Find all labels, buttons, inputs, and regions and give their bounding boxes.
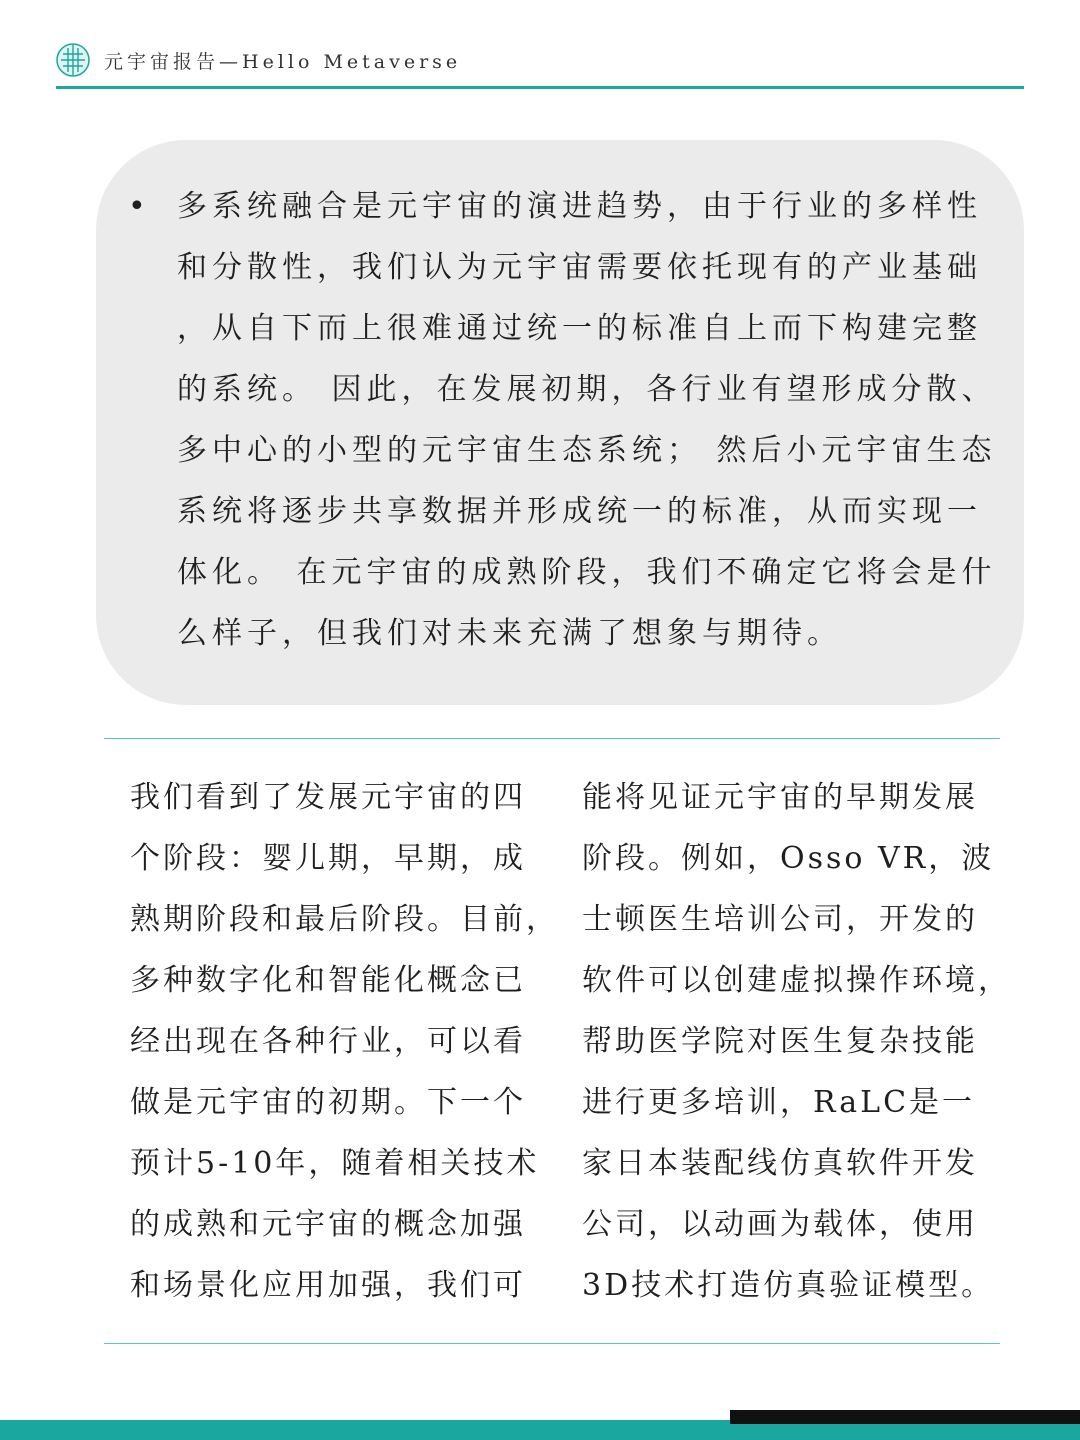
body-column-right <box>582 767 1011 1316</box>
highlight-line: 多中心的小型的元宇宙生态系统； 然后小元宇宙生态 <box>177 433 997 468</box>
header-rule <box>56 86 1024 89</box>
globe-grid-icon <box>56 43 90 77</box>
highlight-line: 的系统。 因此，在发展初期，各行业有望形成分散、 <box>177 372 997 407</box>
highlight-line: ，从自下而上很难通过统一的标准自上而下构建完整 <box>177 311 982 346</box>
body-line: 的成熟和元宇宙的概念加强 <box>130 1207 526 1242</box>
body-line: 士顿医生培训公司，开发的 <box>582 902 978 937</box>
body-line: 我们看到了发展元宇宙的四 <box>130 780 526 815</box>
body-line: 家日本装配线仿真软件开发 <box>582 1146 978 1181</box>
body-line: 公司，以动画为载体，使用 <box>582 1207 978 1242</box>
section-divider <box>104 1343 1000 1344</box>
body-line: 多种数字化和智能化概念已 <box>130 963 526 998</box>
body-line: 能将见证元宇宙的早期发展 <box>582 780 978 815</box>
body-line: 帮助医学院对医生复杂技能 <box>582 1024 978 1059</box>
body-line: 进行更多培训，RaLC是一 <box>582 1085 976 1120</box>
body-line: 个阶段：婴儿期，早期，成 <box>130 841 526 876</box>
section-divider <box>104 738 1000 739</box>
bullet-marker: • <box>128 189 146 224</box>
highlight-line: 和分散性，我们认为元宇宙需要依托现有的产业基础 <box>177 250 982 285</box>
body-line: 做是元宇宙的初期。下一个 <box>130 1085 526 1120</box>
highlight-line: 多系统融合是元宇宙的演进趋势，由于行业的多样性 <box>177 189 982 224</box>
highlight-line: 系统将逐步共享数据并形成统一的标准，从而实现一 <box>177 494 982 529</box>
report-title: 元宇宙报告—Hello Metaverse <box>104 50 462 73</box>
highlight-line: 么样子，但我们对未来充满了想象与期待。 <box>177 616 842 651</box>
highlight-line: 体化。 在元宇宙的成熟阶段，我们不确定它将会是什 <box>177 555 997 590</box>
body-line: 3D技术打造仿真验证模型。 <box>582 1268 995 1303</box>
body-line: 阶段。例如，Osso VR，波 <box>582 841 995 876</box>
body-line: 经出现在各种行业，可以看 <box>130 1024 526 1059</box>
body-line: 预计5-10年，随着相关技术 <box>130 1146 540 1181</box>
body-line: 熟期阶段和最后阶段。目前， <box>130 902 559 937</box>
page-header <box>56 40 461 80</box>
highlight-paragraph <box>177 176 997 664</box>
body-line: 和场景化应用加强，我们可 <box>130 1268 526 1303</box>
body-column-left <box>130 767 559 1316</box>
body-line: 软件可以创建虚拟操作环境， <box>582 963 1011 998</box>
footer-accent-bar <box>730 1410 1080 1424</box>
